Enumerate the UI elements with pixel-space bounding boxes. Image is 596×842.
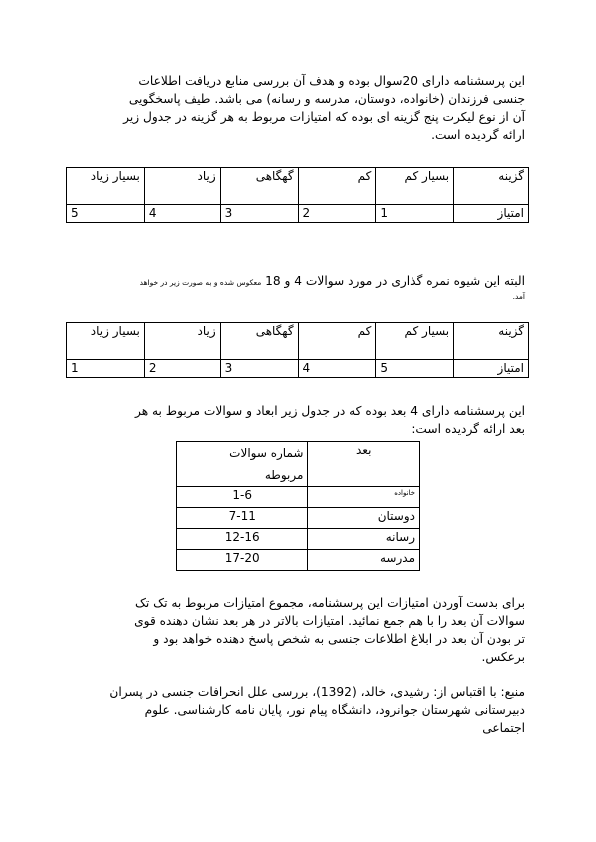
score-cell: 5 (376, 360, 454, 378)
dimensions-intro-line: بعد ارائه گردیده است: (411, 422, 525, 436)
header-cell-very-high: بسیار زیاد (67, 168, 145, 205)
header-cell-option: گزینه (454, 168, 529, 205)
header-cell-questions: شماره سوالات مربوطه (177, 442, 308, 487)
header-cell-low: کم (298, 323, 376, 360)
header-cell-sometimes: گهگاهی (220, 168, 298, 205)
intro-line: ارائه گردیده است. (431, 128, 525, 142)
range-cell: 7-11 (177, 508, 308, 529)
score-cell: 3 (220, 205, 298, 223)
table-row (177, 529, 420, 550)
row-label-score: امتیاز (454, 360, 529, 378)
score-cell: 1 (376, 205, 454, 223)
note-main-text: البته این شیوه نمره گذاری در مورد سوالات 4 و 18 (261, 274, 525, 288)
header-cell-sometimes: گهگاهی (220, 323, 298, 360)
score-cell: 3 (220, 360, 298, 378)
header-cell-low: کم (298, 168, 376, 205)
score-cell: 4 (144, 205, 220, 223)
reversed-scale-table (66, 322, 529, 378)
scoring-line: برعکس. (481, 650, 525, 664)
scoring-line: تر بودن آن بعد در ابلاغ اطلاعات جنسی به شخص پاسخ دهنده خواهد بود و (153, 632, 525, 646)
dimension-cell: مدرسه (308, 550, 420, 571)
table-row (177, 487, 420, 508)
header-cell-very-low: بسیار کم (376, 323, 454, 360)
scoring-paragraph (70, 594, 525, 666)
source-line: دبیرستانی شهرستان جوانرود، دانشگاه پیام نور، پایان نامه کارشناسی. علوم (144, 703, 525, 717)
dimensions-intro-line: این پرسشنامه دارای 4 بعد بوده که در جدول زیر ابعاد و سوالات مربوط به هر (134, 404, 525, 418)
note-small-text: معکوس شده و به صورت زیر در خواهد (139, 278, 262, 287)
score-cell: 5 (67, 205, 145, 223)
dimensions-table (176, 441, 420, 571)
note-small-text-line2: آمد. (512, 292, 525, 301)
table-row (177, 508, 420, 529)
intro-line: آن از نوع لیکرت پنج گزینه ای بوده که امتیازات مربوط به هر گزینه در جدول زیر (123, 110, 525, 124)
table-row (67, 205, 529, 223)
likert-scale-table (66, 167, 529, 223)
header-cell-very-low: بسیار کم (376, 168, 454, 205)
source-line: منبع: با اقتباس از: رشیدی، خالد، (1392)، بررسی علل انحرافات جنسی در پسران (109, 685, 525, 699)
score-cell: 1 (67, 360, 145, 378)
table-header-row (67, 323, 529, 360)
scoring-line: سوالات آن بعد را با هم جمع نمائید. امتیازات بالاتر در هر بعد نشان دهنده قوی (134, 614, 525, 628)
score-cell: 2 (144, 360, 220, 378)
table-row (177, 550, 420, 571)
header-cell-option: گزینه (454, 323, 529, 360)
score-cell: 2 (298, 205, 376, 223)
score-cell: 4 (298, 360, 376, 378)
header-cell-very-high: بسیار زیاد (67, 323, 145, 360)
header-cell-high: زیاد (144, 323, 220, 360)
table-row (67, 360, 529, 378)
range-cell: 1-6 (177, 487, 308, 508)
intro-line: جنسی فرزندان (خانواده، دوستان، مدرسه و رسانه) می باشد. طیف پاسخگویی (128, 92, 525, 106)
table-header-row (67, 168, 529, 205)
table-header-row (177, 442, 420, 487)
range-cell: 17-20 (177, 550, 308, 571)
intro-line: این پرسشنامه دارای 20سوال بوده و هدف آن بررسی منابع دریافت اطلاعات (138, 74, 525, 88)
dimension-cell: خانواده (308, 487, 420, 508)
header-cell-high: زیاد (144, 168, 220, 205)
reverse-scoring-note (70, 272, 525, 302)
dimension-cell: رسانه (308, 529, 420, 550)
source-line: اجتماعی (482, 721, 525, 735)
source-paragraph (70, 683, 525, 737)
dimension-cell: دوستان (308, 508, 420, 529)
scoring-line: برای بدست آوردن امتیازات این پرسشنامه، مجموع امتیازات مربوط به تک تک (134, 596, 525, 610)
row-label-score: امتیاز (454, 205, 529, 223)
range-cell: 12-16 (177, 529, 308, 550)
dimensions-intro (70, 402, 525, 438)
intro-paragraph (70, 72, 525, 144)
header-cell-dimension: بعد (308, 442, 420, 487)
